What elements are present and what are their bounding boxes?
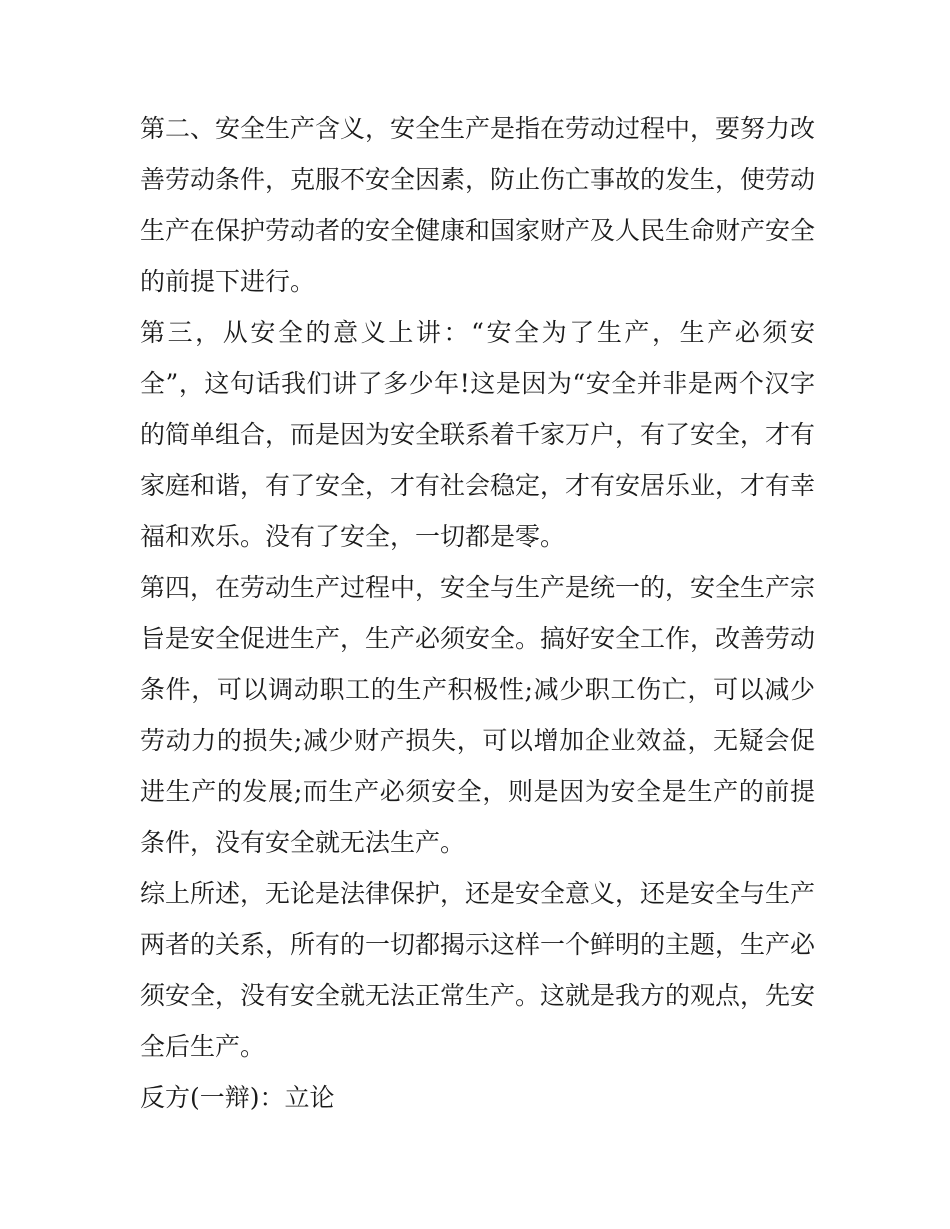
paragraph-safety-production-unity: 第四，在劳动生产过程中，安全与生产是统一的，安全生产宗旨是安全促进生产，生产必须安全。搞好安全工作，改善劳动条件，可以调动职工的生产积极性;减少职工伤亡，可以减少劳动力的损失;减少财产损失，可以增加企业效益，无疑会促进生产的发展;而生产必须安全，则是因为安全是生产的前提条件，没有安全就无法生产。 bbox=[140, 573, 816, 857]
document-body bbox=[140, 103, 815, 1123]
paragraph-summary: 综上所述，无论是法律保护，还是安全意义，还是安全与生产两者的关系，所有的一切都揭示这样一个鲜明的主题，生产必须安全，没有安全就无法正常生产。这就是我方的观点，先安全后生产。 bbox=[140, 879, 816, 1061]
paragraph-safety-production-meaning: 第二、安全生产含义，安全生产是指在劳动过程中，要努力改善劳动条件，克服不安全因素，防止伤亡事故的发生，使劳动生产在保护劳动者的安全健康和国家财产及人民生命财产安全的前提下进行。 bbox=[140, 114, 816, 296]
paragraph-safety-significance: 第三，从安全的意义上讲：“安全为了生产，生产必须安全”，这句话我们讲了多少年!这是因为“安全并非是两个汉字的简单组合，而是因为安全联系着千家万户，有了安全，才有家庭和谐，有了安全，才有社会稳定，才有安居乐业，才有幸福和欢乐。没有了安全，一切都是零。 bbox=[140, 318, 816, 551]
paragraph-opposition-heading: 反方(一辩)：立论 bbox=[140, 1083, 335, 1112]
